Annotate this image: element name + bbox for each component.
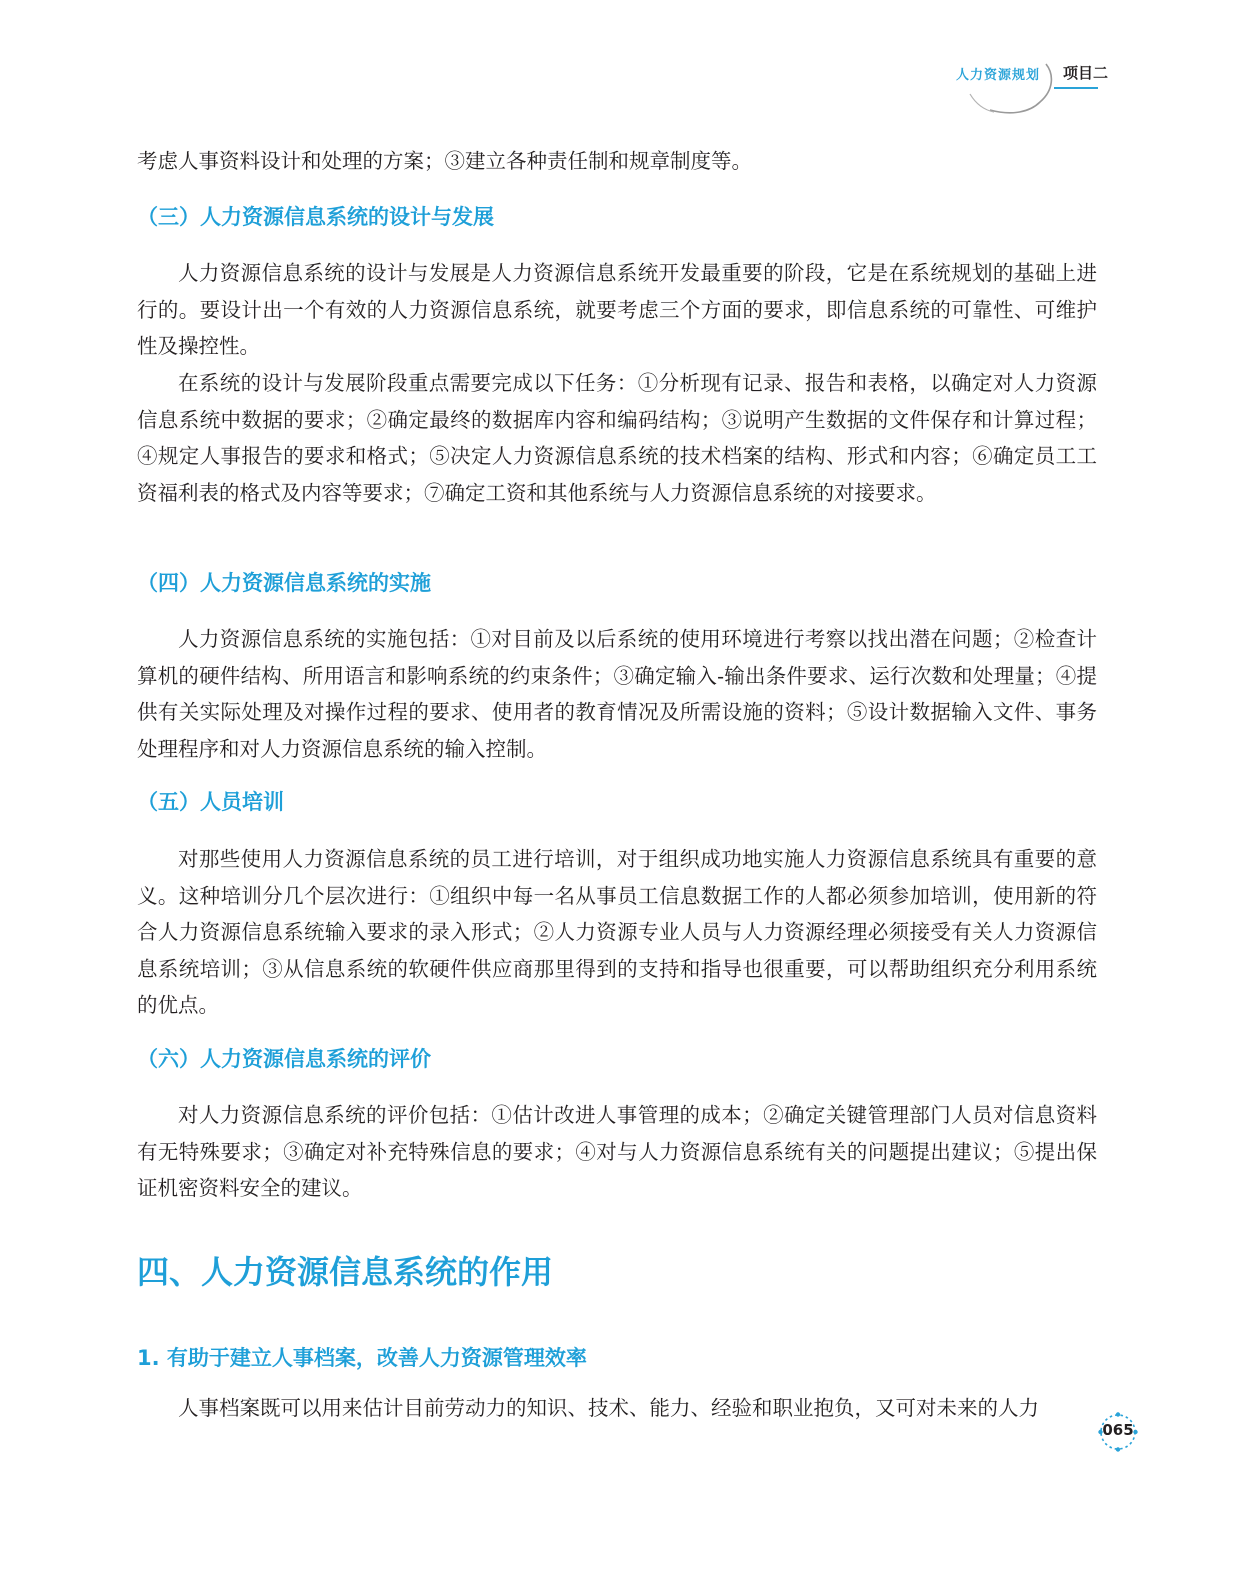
subsection-heading-5: （五）人员培训 (137, 790, 284, 814)
subsection-heading-3: （三）人力资源信息系统的设计与发展 (137, 205, 494, 229)
paragraph-design-intro: 人力资源信息系统的设计与发展是人力资源信息系统开发最重要的阶段，它是在系统规划的基础上进行的。要设计出一个有效的人力资源信息系统，就要考虑三个方面的要求，即信息系统的可靠性、可维护性及操控性。 (137, 261, 1097, 359)
subsection-heading-6: （六）人力资源信息系统的评价 (137, 1047, 431, 1071)
paragraph-personnel-archive: 人事档案既可以用来估计目前劳动力的知识、技术、能力、经验和职业抱负，又可对未来的人力 (178, 1396, 1039, 1420)
paragraph-design-tasks: 在系统的设计与发展阶段重点需要完成以下任务：①分析现有记录、报告和表格，以确定对人力资源信息系统中数据的要求；②确定最终的数据库内容和编码结构；③说明产生数据的文件保存和计算过程；④规定人事报告的要求和格式；⑤决定人力资源信息系统的技术档案的结构、形式和内容；⑥确定员工工资福利表的格式及内容等要求；⑦确定工资和其他系统与人力资源信息系统的对接要求。 (137, 371, 1097, 505)
paragraph-training: 对那些使用人力资源信息系统的员工进行培训，对于组织成功地实施人力资源信息系统具有重要的意义。这种培训分几个层次进行：①组织中每一名从事员工信息数据工作的人都必须参加培训，使用新的符合人力资源信息系统输入要求的录入形式；②人力资源专业人员与人力资源经理必须接受有关人力资源信息系统培训；③从信息系统的软硬件供应商那里得到的支持和指导也很重要，可以帮助组织充分利用系统的优点。 (137, 847, 1097, 1018)
running-header-project: 项目二 (1063, 64, 1109, 82)
section-heading-4: 四、人力资源信息系统的作用 (137, 1253, 554, 1291)
paragraph-continued: 考虑人事资料设计和处理的方案；③建立各种责任制和规章制度等。 (137, 149, 752, 173)
numbered-heading-1: 1. 有助于建立人事档案，改善人力资源管理效率 (137, 1346, 587, 1370)
paragraph-implementation: 人力资源信息系统的实施包括：①对目前及以后系统的使用环境进行考察以找出潜在问题；②检查计算机的硬件结构、所用语言和影响系统的约束条件；③确定输入-输出条件要求、运行次数和处理量；④提供有关实际处理及对操作过程的要求、使用者的教育情况及所需设施的资料；⑤设计数据输入文件、事务处理程序和对人力资源信息系统的输入控制。 (137, 627, 1097, 761)
page-number: 065 (1102, 1421, 1134, 1439)
running-header-chapter: 人力资源规划 (955, 68, 1040, 83)
paragraph-evaluation: 对人力资源信息系统的评价包括：①估计改进人事管理的成本；②确定关键管理部门人员对信息资料有无特殊要求；③确定对补充特殊信息的要求；④对与人力资源信息系统有关的问题提出建议；⑤提出保证机密资料安全的建议。 (137, 1103, 1097, 1201)
subsection-heading-4: （四）人力资源信息系统的实施 (137, 571, 431, 595)
